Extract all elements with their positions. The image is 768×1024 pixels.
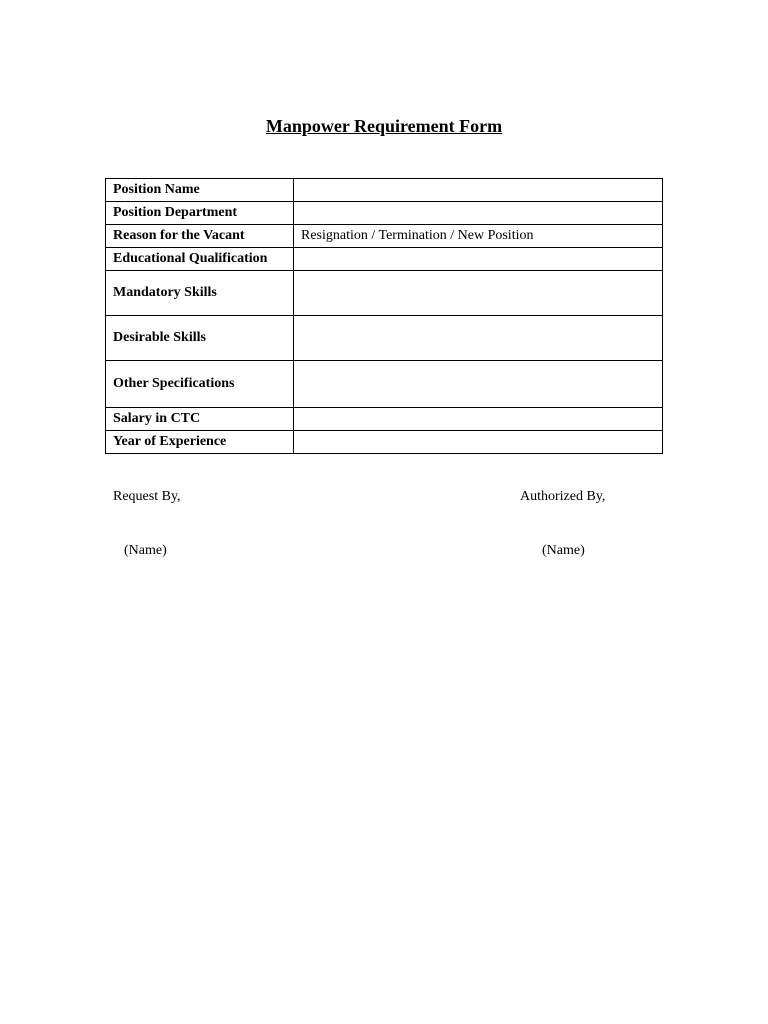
mandatory-skills-field[interactable] bbox=[294, 271, 663, 316]
position-department-field[interactable] bbox=[294, 202, 663, 225]
row-label: Other Specifications bbox=[106, 361, 294, 408]
authorized-name-placeholder: (Name) bbox=[542, 543, 585, 558]
request-by-label: Request By, bbox=[113, 489, 181, 504]
row-label: Position Name bbox=[106, 179, 294, 202]
authorized-by-label: Authorized By, bbox=[520, 489, 606, 504]
table-row bbox=[106, 361, 663, 408]
educational-qualification-field[interactable] bbox=[294, 248, 663, 271]
row-label: Reason for the Vacant bbox=[106, 225, 294, 248]
other-specifications-field[interactable] bbox=[294, 361, 663, 408]
table-row bbox=[106, 202, 663, 225]
position-name-field[interactable] bbox=[294, 179, 663, 202]
row-label: Salary in CTC bbox=[106, 408, 294, 431]
row-label: Mandatory Skills bbox=[106, 271, 294, 316]
table-row bbox=[106, 431, 663, 454]
row-label: Desirable Skills bbox=[106, 316, 294, 361]
desirable-skills-field[interactable] bbox=[294, 316, 663, 361]
table-row bbox=[106, 179, 663, 202]
year-experience-field[interactable] bbox=[294, 431, 663, 454]
salary-ctc-field[interactable] bbox=[294, 408, 663, 431]
row-label: Position Department bbox=[106, 202, 294, 225]
table-row bbox=[106, 271, 663, 316]
row-label: Year of Experience bbox=[106, 431, 294, 454]
row-label: Educational Qualification bbox=[106, 248, 294, 271]
request-name-placeholder: (Name) bbox=[124, 543, 167, 558]
page-title: Manpower Requirement Form bbox=[265, 116, 503, 136]
table-row bbox=[106, 248, 663, 271]
table-row bbox=[106, 225, 663, 248]
table-row bbox=[106, 408, 663, 431]
table-row bbox=[106, 316, 663, 361]
requirement-table bbox=[105, 178, 663, 454]
reason-vacant-field[interactable]: Resignation / Termination / New Position bbox=[294, 225, 663, 248]
